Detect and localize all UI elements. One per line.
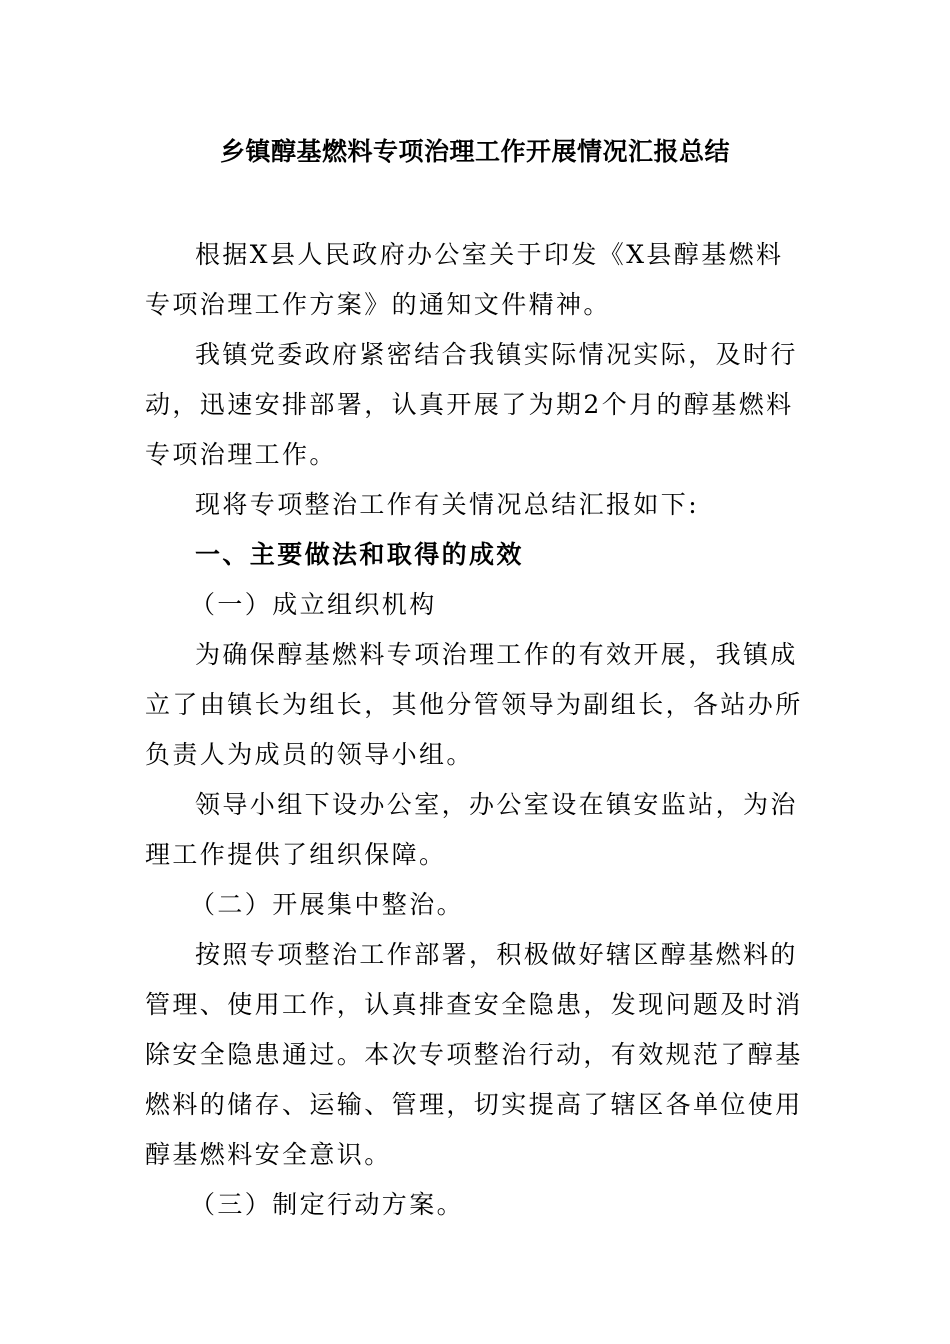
paragraph-summary-intro: 现将专项整治工作有关情况总结汇报如下: bbox=[195, 490, 700, 519]
subheading-organization: （一）成立组织机构 bbox=[190, 590, 437, 619]
paragraph-office: 领导小组下设办公室，办公室设在镇安监站，为治理工作提供了组织保障。 bbox=[145, 790, 798, 869]
paragraph-deployment: 我镇党委政府紧密结合我镇实际情况实际，及时行动，迅速安排部署，认真开展了为期2个月的醇基燃料专项治理工作。 bbox=[145, 340, 798, 469]
paragraph-rectification: 按照专项整治工作部署，积极做好辖区醇基燃料的管理、使用工作，认真排查安全隐患，发现问题及时消除安全隐患通过。本次专项整治行动，有效规范了醇基燃料的储存、运输、管理，切实提高了辖区各单位使用醇基燃料安全意识。 bbox=[145, 940, 803, 1169]
subheading-rectification: （二）开展集中整治。 bbox=[190, 890, 465, 919]
section-heading-main-practices: 一、主要做法和取得的成效 bbox=[195, 540, 524, 569]
paragraph-basis: 根据X县人民政府办公室关于印发《X县醇基燃料专项治理工作方案》的通知文件精神。 bbox=[145, 240, 784, 319]
document-title: 乡镇醇基燃料专项治理工作开展情况汇报总结 bbox=[219, 137, 730, 166]
paragraph-leadership-group: 为确保醇基燃料专项治理工作的有效开展，我镇成立了由镇长为组长，其他分管领导为副组长，各站办所负责人为成员的领导小组。 bbox=[145, 640, 803, 769]
subheading-action-plan: （三）制定行动方案。 bbox=[190, 1190, 465, 1219]
document-body bbox=[145, 230, 807, 1230]
